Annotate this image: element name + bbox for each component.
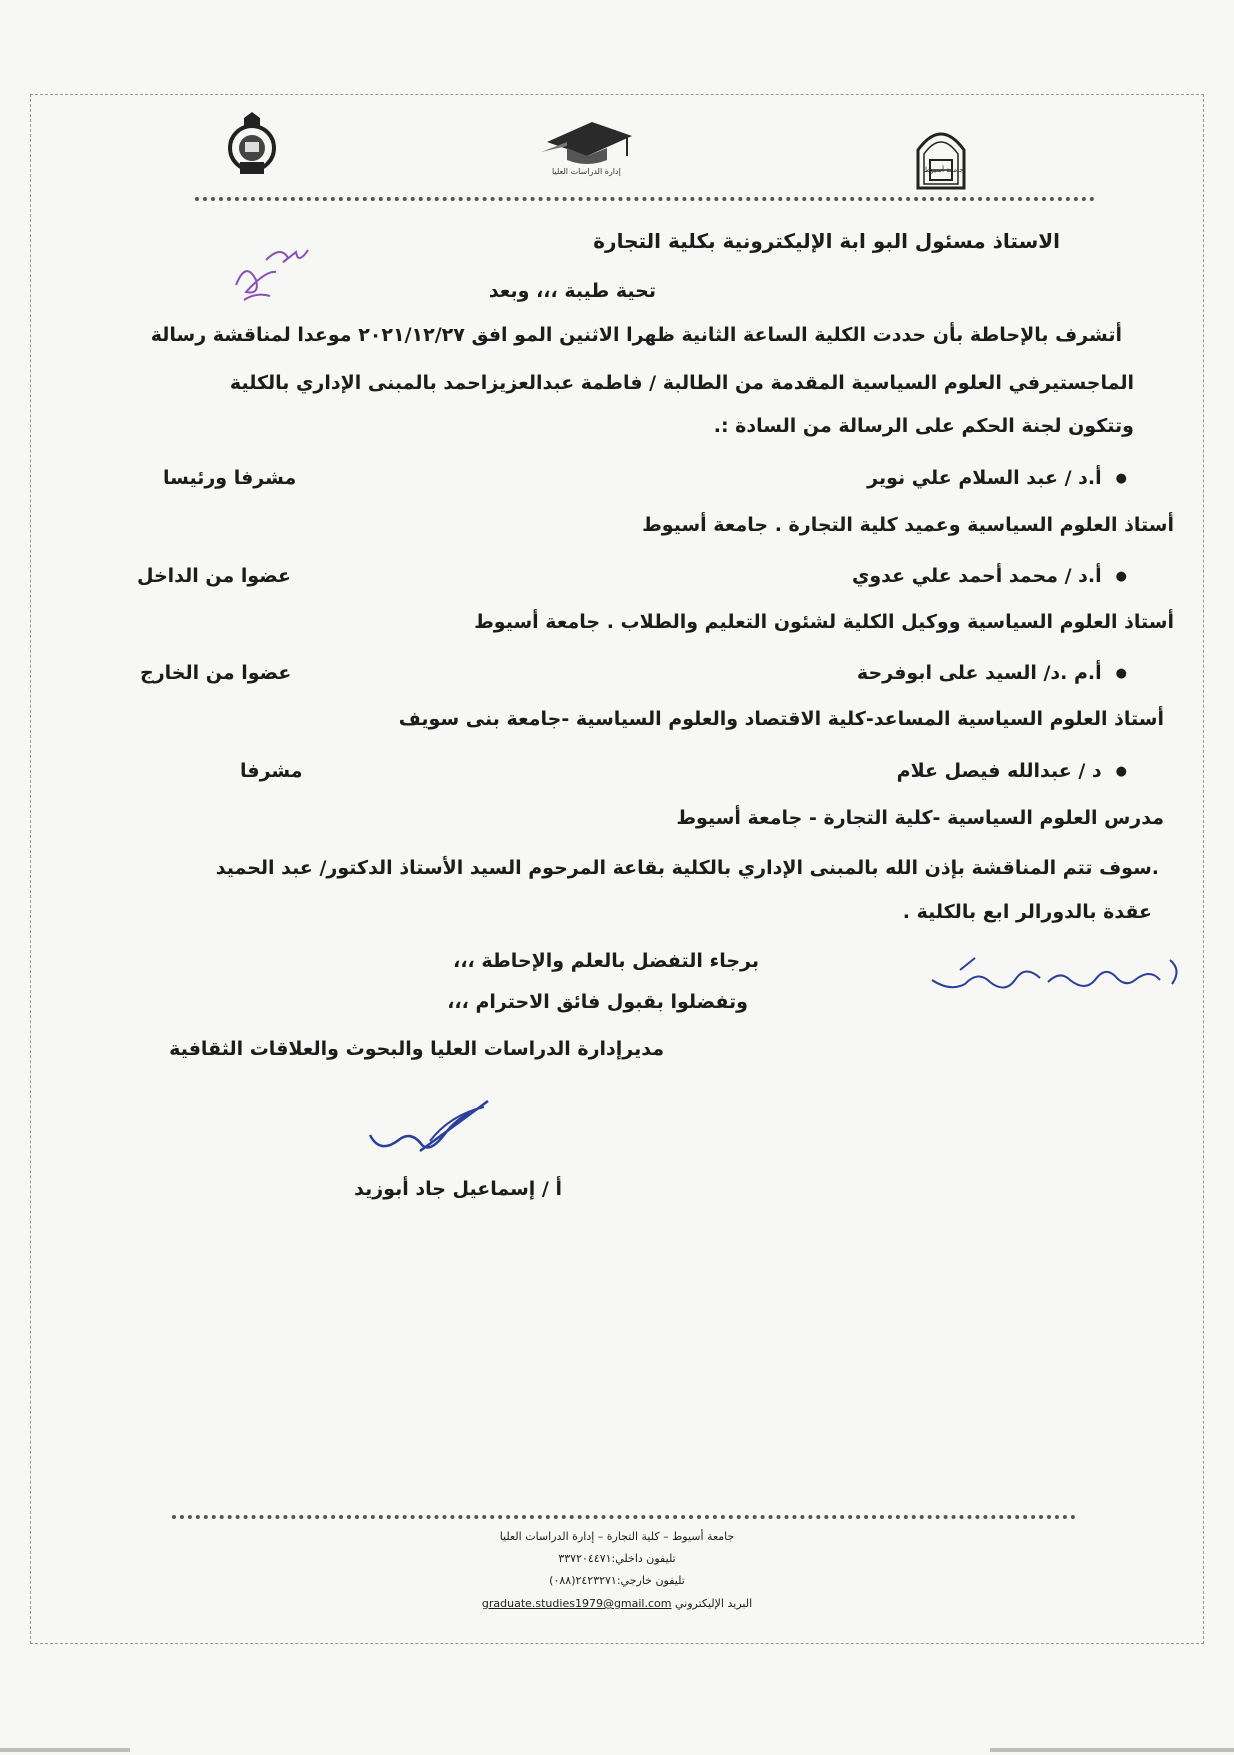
committee-member-2-name: ● أ.د / محمد أحمد علي عدوي <box>852 563 1127 590</box>
scan-edge-right <box>990 1748 1234 1752</box>
greeting-line: تحية طيبة ،،، وبعد <box>488 280 656 302</box>
closing-line-1: برجاء التفضل بالعلم والإحاطة ،،، <box>453 950 759 972</box>
signature <box>360 1095 500 1169</box>
committee-member-4-title: مدرس العلوم السياسية -كلية التجارة - جامعة أسيوط <box>676 807 1164 829</box>
sender-title: مديرإدارة الدراسات العليا والبحوث والعلاقات الثقافية <box>169 1038 664 1060</box>
logo-right-caption: جامعة أسيوط <box>924 166 964 174</box>
footer-email[interactable]: graduate.studies1979@gmail.com <box>481 1597 672 1610</box>
body-line-3: وتتكون لجنة الحكم على الرسالة من السادة :. <box>713 415 1134 437</box>
header-divider <box>195 197 1095 201</box>
committee-member-4-name: ● د / عبدالله فيصل علام <box>897 758 1127 785</box>
footer-external-phone: تليفون خارجي:٢٤٢٣٢٧١(٠٨٨) <box>549 1574 685 1587</box>
committee-member-3-name: ● أ.م .د/ السيد على ابوفرحة <box>857 660 1127 687</box>
closing-line-2: وتفضلوا بقبول فائق الاحترام ،،، <box>447 991 748 1013</box>
venue-line-1: .سوف تتم المناقشة بإذن الله بالمبنى الإداري بالكلية بقاعة المرحوم السيد الأستاذ الدكتور/ عبد الحميد <box>215 857 1159 879</box>
footer-email-label: البريد الإليكتروني <box>674 1597 753 1610</box>
committee-member-1-title: أستاذ العلوم السياسية وعميد كلية التجارة . جامعة أسيوط <box>642 514 1174 536</box>
recipient-line: الاستاذ مسئول البو ابة الإليكترونية بكلية التجارة <box>593 229 1060 253</box>
footer-address: جامعة أسيوط – كلية التجارة – إدارة الدراسات العليا <box>499 1530 735 1543</box>
committee-member-1-role: مشرفا ورئيسا <box>163 467 297 489</box>
scan-edge-left <box>0 1748 130 1752</box>
body-line-1: أتشرف بالإحاطة بأن حددت الكلية الساعة الثانية ظهرا الاثنين المو افق ٢٠٢١/١٢/٢٧ موعدا لمناقشة رسالة <box>150 324 1122 346</box>
committee-member-4-role: مشرفا <box>240 760 303 782</box>
assiut-university-logo <box>912 124 970 190</box>
university-emblem-logo <box>222 110 282 180</box>
committee-member-2-role: عضوا من الداخل <box>137 565 292 587</box>
venue-line-2: عقدة بالدورالر ابع بالكلية . <box>902 901 1152 923</box>
committee-member-1-name: ● أ.د / عبد السلام علي نوير <box>867 465 1127 492</box>
committee-member-3-title: أستاذ العلوم السياسية المساعد-كلية الاقتصاد والعلوم السياسية -جامعة بنى سويف <box>398 708 1164 730</box>
handwritten-annotation-top <box>226 240 316 314</box>
footer-divider-line <box>172 1515 1076 1519</box>
committee-member-2-title: أستاذ العلوم السياسية ووكيل الكلية لشئون التعليم والطلاب . جامعة أسيوط <box>474 611 1174 633</box>
logo-center-caption: إدارة الدراسات العليا <box>552 167 621 176</box>
graduation-cap-logo <box>537 112 637 182</box>
footer-internal-phone: تليفون داخلي:٣٣٧٢٠٤٤٧١ <box>558 1552 676 1565</box>
sender-name: أ / إسماعيل جاد أبوزيد <box>354 1178 562 1200</box>
body-line-2: الماجستيرفي العلوم السياسية المقدمة من الطالبة / فاطمة عبدالعزيزاحمد بالمبنى الإداري بالكلية <box>229 372 1134 394</box>
handwritten-annotation-right <box>920 940 1200 1004</box>
committee-member-3-role: عضوا من الخارج <box>140 662 292 684</box>
footer-email-row <box>367 1596 867 1612</box>
